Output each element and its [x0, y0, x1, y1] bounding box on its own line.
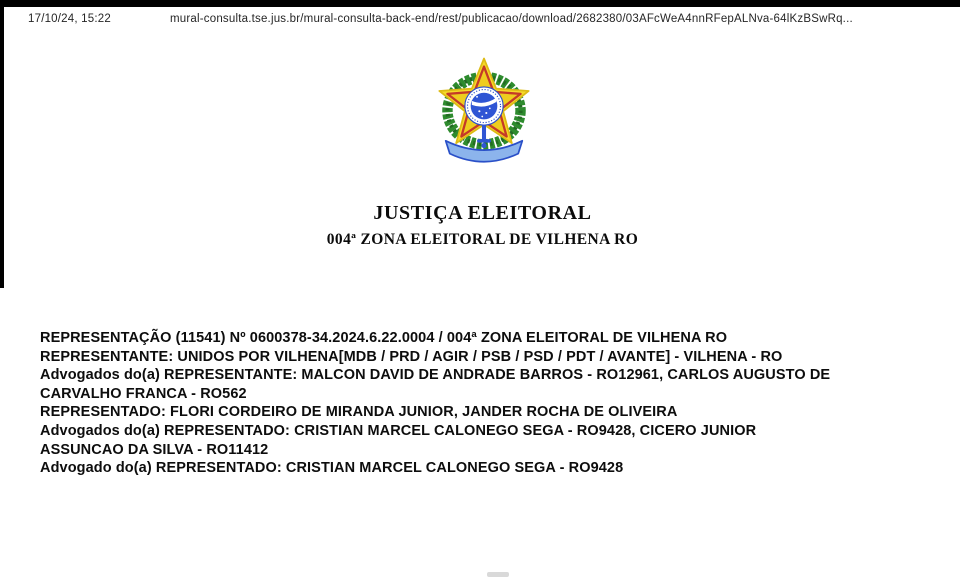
page-top-border [0, 0, 960, 7]
page-bottom-artifact [487, 572, 509, 577]
document-heading [0, 202, 960, 249]
document-subtitle: 004ª ZONA ELEITORAL DE VILHENA RO [326, 231, 639, 248]
representante-lawyers-line-1: Advogados do(a) REPRESENTANTE: MALCON DAVID DE ANDRADE BARROS - RO12961, CARLOS AUGUSTO DE [40, 367, 831, 384]
document-title: JUSTIÇA ELEITORAL [373, 202, 592, 224]
representado-lawyer-line: Advogado do(a) REPRESENTADO: CRISTIAN MARCEL CALONEGO SEGA - RO9428 [40, 460, 624, 477]
case-number-line: REPRESENTAÇÃO (11541) Nº 0600378-34.2024.6.22.0004 / 004ª ZONA ELEITORAL DE VILHENA RO [40, 330, 728, 346]
print-url: mural-consulta.tse.jus.br/mural-consulta-back-end/rest/publicacao/download/2682380/03AFcWeA4nnRFepALNva-64lKzBSwRq... [170, 13, 853, 25]
representado-line: REPRESENTADO: FLORI CORDEIRO DE MIRANDA JUNIOR, JANDER ROCHA DE OLIVEIRA [40, 404, 678, 421]
case-details [40, 329, 945, 478]
representado-lawyers-line-2: ASSUNCAO DA SILVA - RO11412 [40, 441, 269, 458]
brazil-coat-of-arms-icon [426, 56, 542, 170]
representado-lawyers-line-1: Advogados do(a) REPRESENTADO: CRISTIAN MARCEL CALONEGO SEGA - RO9428, CICERO JUNIOR [40, 422, 757, 439]
representante-lawyers-line-2: CARVALHO FRANCA - RO562 [40, 385, 247, 402]
representante-line: REPRESENTANTE: UNIDOS POR VILHENA[MDB / PRD / AGIR / PSB / PSD / PDT / AVANTE] - VILHENA - RO [40, 348, 783, 365]
print-timestamp: 17/10/24, 15:22 [28, 13, 111, 25]
